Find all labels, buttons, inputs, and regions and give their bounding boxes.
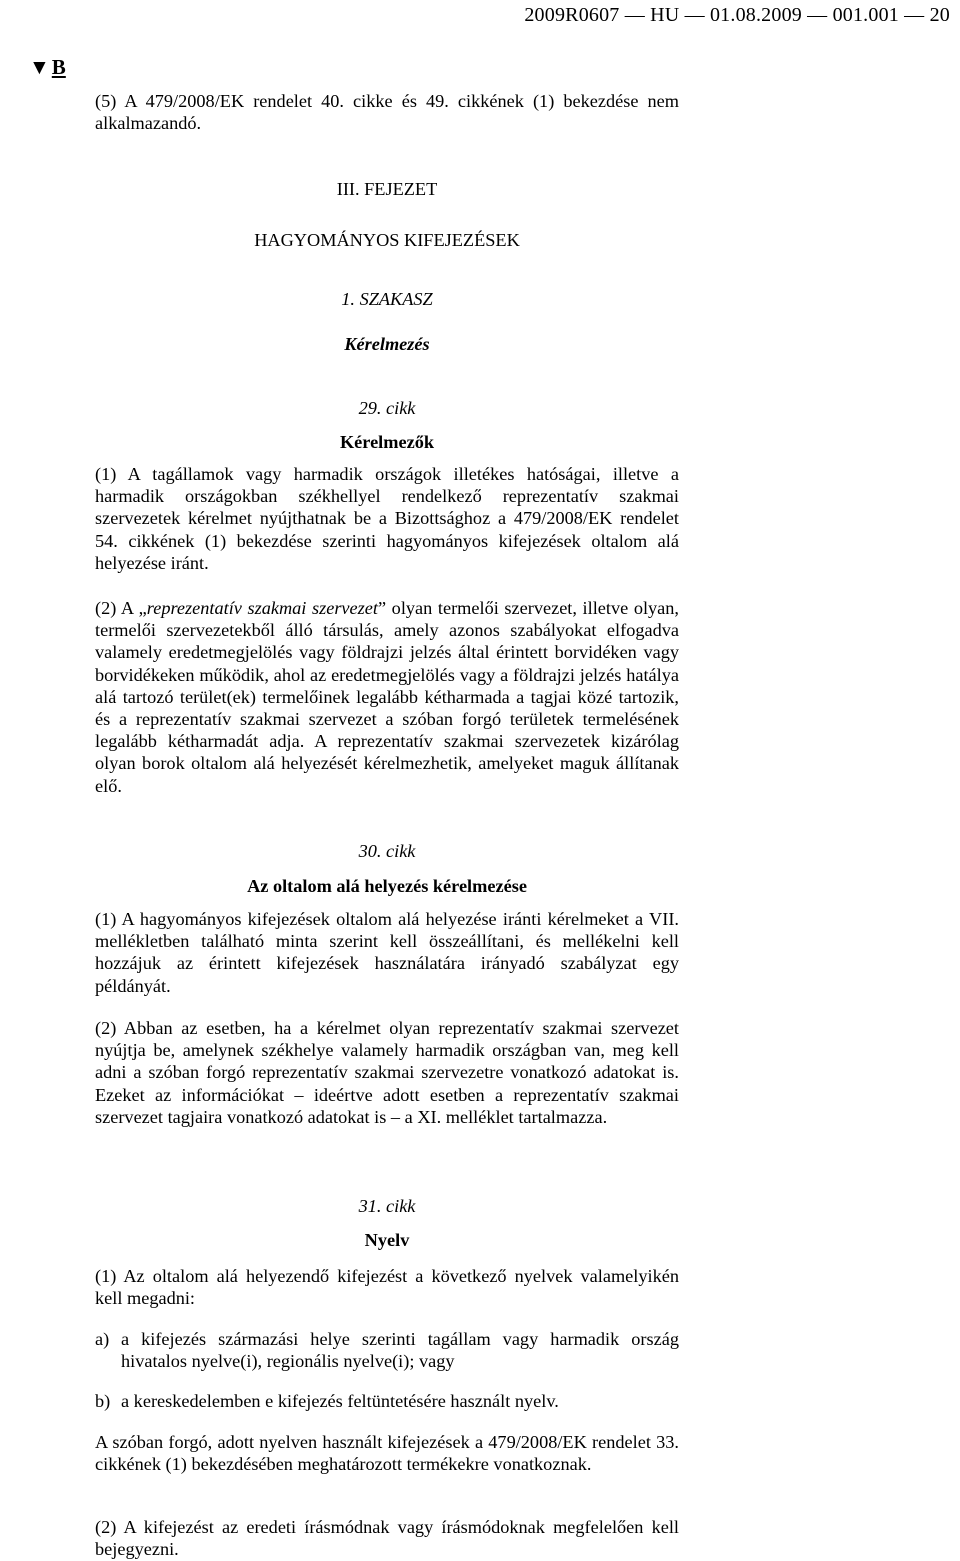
amendment-code-link[interactable]: B [51,55,66,79]
article-30-number: 30. cikk [358,841,416,861]
section-title: Kérelmezés [344,334,430,354]
list-item-text: a kifejezés származási helye szerinti tagállam vagy harmadik ország hivatalos nyelve(i), regionális nyelve(i); vagy [121,1329,679,1372]
article-29-title: Kérelmezők [339,432,435,452]
article-31-paragraph-1: (1) Az oltalom alá helyezendő kifejezést a következő nyelvek valamelyikén kell megadni: [95,1266,679,1309]
paragraph-2-body: ” olyan termelői szervezet, illetve olyan, termelői szervezetekből álló társulás, amely azonos szabályokat elfogadva valamely eredetmegjelölés vagy földrajzi jelzés által érintett borvidéken vagy borvidékeken működik, ahol az eredetmegjelölés vagy a földrajzi jelzés hatálya alá tartozó terület(ek) termelőinek legalább kétharmada a tagjai közé tartozik, és a reprezentatív szakmai szervezet a szóban forgó területek termelésének legalább kétharmadát adja. A reprezentatív szakmai szervezetek kizárólag olyan borok oltalom alá helyezését kérelmezhetik, amelyeket maguk állítanak elő. [95,598,679,796]
paragraph-2-prefix: (2) A „ [95,598,147,618]
paragraph-5: (5) A 479/2008/EK rendelet 40. cikke és 49. cikkének (1) bekezdése nem alkalmazandó. [95,91,679,134]
list-item-label: b) [95,1391,111,1411]
article-30-paragraph-2: (2) Abban az esetben, ha a kérelmet olyan reprezentatív szakmai szervezet nyújtja be, amelynek székhelye valamely harmadik országban van, meg kell adni a szóban forgó reprezentatív szakmai szervezetre vonatkozó adatokat is. Ezeket az információkat – ideértve adott esetben a reprezentatív szakmai szervezet tagjaira vonatkozó adatokat is – a XI. melléklet tartalmazza. [95,1018,679,1127]
section-number: 1. SZAKASZ [341,289,433,309]
article-31-paragraph-2: (2) A kifejezést az eredeti írásmódnak vagy írásmódoknak megfelelően kell bejegyezni. [95,1517,679,1560]
amendment-marker [29,55,66,80]
article-30-paragraph-1: (1) A hagyományos kifejezések oltalom alá helyezése iránti kérelmeket a VII. mellékletben található minta szerint kell összeállítani, és mellékelni kell hozzájuk az érintett kifejezések használatára irányadó szabályzat egy példányát. [95,909,679,996]
chapter-number: III. FEJEZET [336,179,438,199]
article-29-paragraph-1: (1) A tagállamok vagy harmadik országok illetékes hatóságai, illetve a harmadik országokban székhellyel rendelkező reprezentatív szakmai szervezetek kérelmet nyújthatnak be a Bizottsághoz a 479/2008/EK rendelet 54. cikkének (1) bekezdése szerinti hagyományos kifejezések oltalom alá helyezése iránt. [95,464,679,573]
triangle-down-icon: ▼ [29,55,50,79]
list-item-b [95,1390,679,1412]
chapter-title: HAGYOMÁNYOS KIFEJEZÉSEK [254,230,520,250]
article-29-paragraph-2 [95,597,679,797]
defined-term: reprezentatív szakmai szervezet [146,598,378,618]
article-30-title: Az oltalom alá helyezés kérelmezése [247,876,527,896]
article-29-number: 29. cikk [358,398,416,418]
document-reference-header: 2009R0607 — HU — 01.08.2009 — 001.001 — 20 [524,4,950,26]
list-item-label: a) [95,1329,110,1349]
list-item-a [95,1328,679,1372]
article-31-title: Nyelv [364,1230,410,1250]
list-item-text: a kereskedelemben e kifejezés feltüntetésére használt nyelv. [121,1391,559,1411]
article-31-number: 31. cikk [358,1196,416,1216]
article-31-closing-text: A szóban forgó, adott nyelven használt kifejezések a 479/2008/EK rendelet 33. cikkének (1) bekezdésében meghatározott termékekre vonatkoznak. [95,1432,679,1475]
